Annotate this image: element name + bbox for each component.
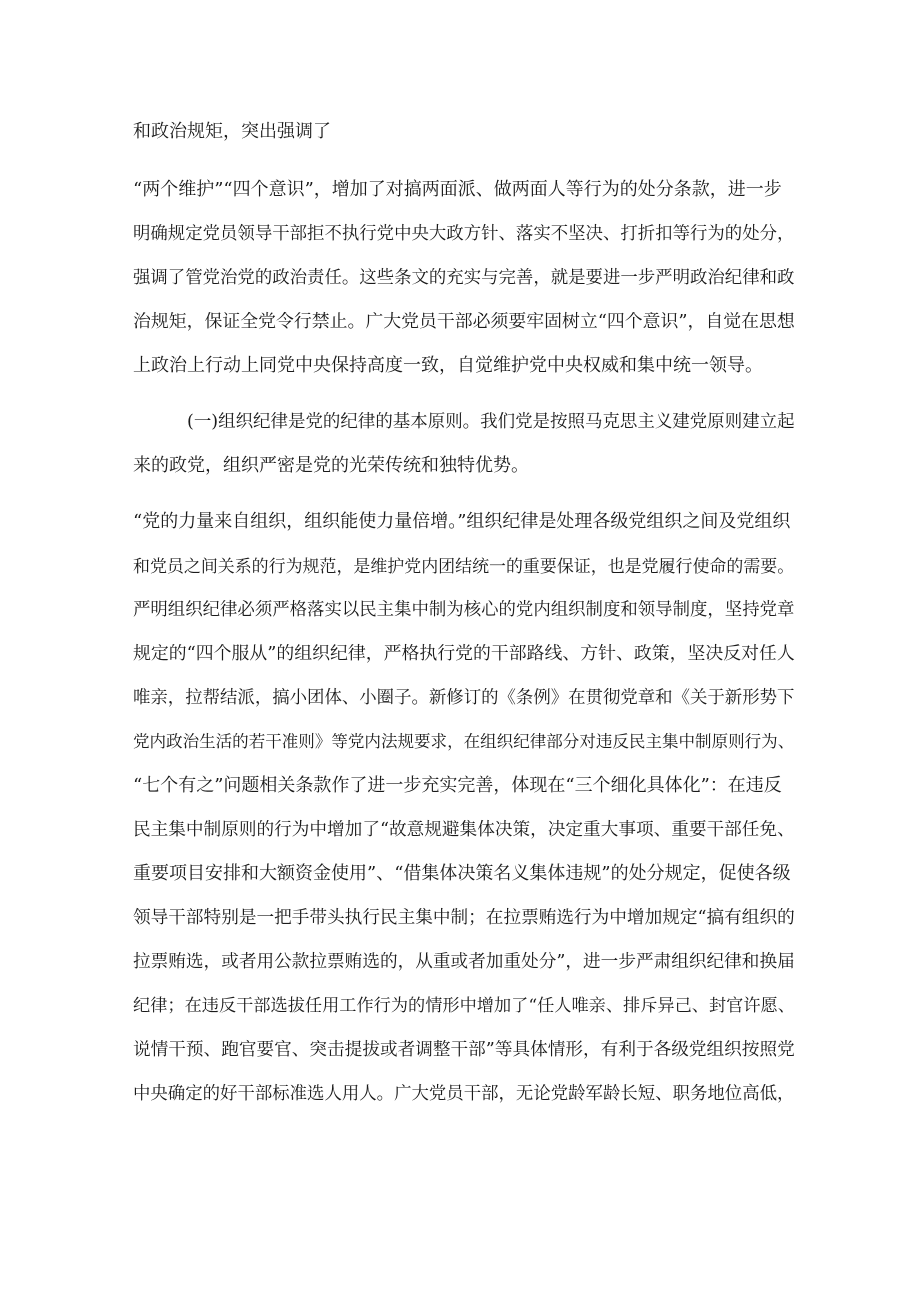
- text-line: 来的政党，组织严密是党的光荣传统和独特优势。: [133, 455, 529, 476]
- text-line: 强调了管党治党的政治责任。这些条文的充实与完善，就是要进一步严明政治纪律和政: [133, 268, 795, 288]
- text-line: “党的力量来自组织，组织能使力量倍增。”组织纪律是处理各级党组织之间及党组织: [133, 511, 791, 532]
- text-line: “七个有之”问题相关条款作了进一步充实完善，体现在“三个细化具体化”：在违反: [133, 775, 782, 796]
- text-line: 民主集中制原则的行为中增加了“故意规避集体决策，决定重大事项、重要干部任免、: [133, 820, 795, 840]
- text-line: 领导干部特别是一把手带头执行民主集中制；在拉票贿选行为中增加规定“搞有组织的: [133, 908, 795, 928]
- text-line: 唯亲，拉帮结派，搞小团体、小圈子。新修订的《条例》在贯彻党章和《关于新形势下: [133, 688, 795, 708]
- text-line: (一)组织纪律是党的纪律的基本原则。我们党是按照马克思主义建党原则建立起: [187, 412, 795, 432]
- text-line: 上政治上行动上同党中央保持高度一致，自觉维护党中央权威和集中统一领导。: [133, 355, 763, 376]
- text-line: 中央确定的好干部标准选人用人。广大党员干部，无论党龄军龄长短、职务地位高低，: [133, 1084, 795, 1104]
- text-line: “两个维护”“四个意识”，增加了对搞两面派、做两面人等行为的处分条款，进一步: [133, 179, 782, 200]
- text-line: 重要项目安排和大额资金使用”、“借集体决策名义集体违规”的处分规定，促使各级: [133, 863, 791, 884]
- text-line: 拉票贿选，或者用公款拉票贿选的，从重或者加重处分”，进一步严肃组织纪律和换届: [133, 952, 795, 972]
- text-line: 和党员之间关系的行为规范，是维护党内团结统一的重要保证，也是党履行使命的需要。: [133, 556, 795, 576]
- text-line: 明确规定党员领导干部拒不执行党中央大政方针、落实不坚决、打折扣等行为的处分，: [133, 224, 795, 244]
- text-line: 严明组织纪律必须严格落实以民主集中制为核心的党内组织制度和领导制度，坚持党章: [133, 600, 795, 620]
- text-line: 说情干预、跑官要官、突击提拔或者调整干部”等具体情形，有利于各级党组织按照党: [133, 1040, 795, 1060]
- text-line: 党内政治生活的若干准则》等党内法规要求，在组织纪律部分对违反民主集中制原则行为、: [133, 732, 795, 751]
- text-line: 治规矩，保证全党令行禁止。广大党员干部必须要牢固树立“四个意识”，自觉在思想: [133, 311, 795, 332]
- text-line: 纪律；在违反干部选拔任用工作行为的情形中增加了“任人唯亲、排斥异己、封官许愿、: [133, 996, 795, 1016]
- text-line: 规定的“四个服从”的组织纪律，严格执行党的干部路线、方针、政策，坚决反对任人: [133, 643, 795, 664]
- text-line: 和政治规矩，突出强调了: [133, 121, 331, 142]
